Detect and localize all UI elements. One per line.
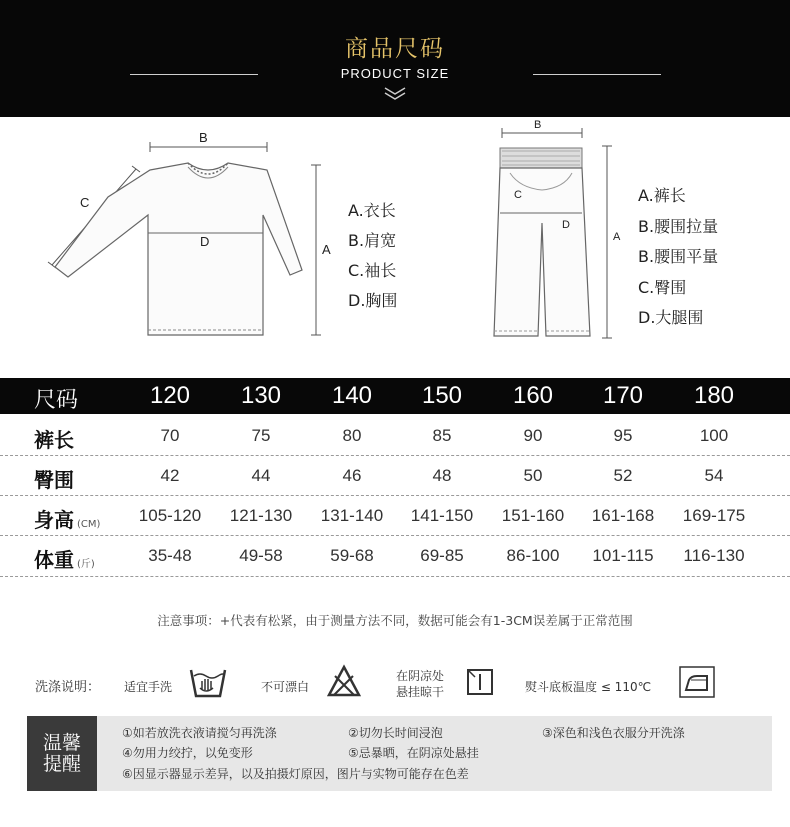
shade-dry-line: 在阴凉处 (396, 669, 445, 683)
row-label (34, 504, 100, 533)
table-cell: 35-48 (148, 546, 192, 565)
pants-label-d: D (562, 219, 570, 231)
header-banner (0, 0, 790, 117)
row-unit: (CM) (77, 519, 101, 530)
size-header-label: 尺码 (34, 388, 79, 413)
table-cell: 75 (251, 426, 271, 445)
tip-item: ⑥因显示器显示差异，以及拍摄灯原因，图片与实物可能存在色差 (122, 767, 469, 781)
tip-item: ⑤忌暴晒，在阴凉处悬挂 (348, 746, 479, 760)
row-label: 裤长 (34, 428, 74, 452)
row-label-text: 体重 (34, 548, 74, 572)
shade-dry-label (396, 668, 444, 700)
tip-item: ③深色和浅色衣服分开洗涤 (542, 726, 685, 740)
table-cell: 80 (342, 426, 362, 445)
hand-wash-label: 适宜手洗 (124, 680, 173, 694)
size-header-cell: 160 (512, 382, 554, 409)
shade-dry-line: 悬挂晾干 (396, 685, 445, 699)
tips-label-line: 温馨 (42, 732, 81, 754)
pants-legend-item: D.大腿围 (638, 308, 704, 327)
shirt-legend-item: D.胸围 (348, 291, 398, 310)
shirt-legend-item: A.衣长 (348, 201, 396, 220)
table-row (0, 416, 790, 455)
table-cell: 54 (704, 466, 724, 485)
table-cell: 50 (523, 466, 543, 485)
table-cell: 105-120 (138, 506, 202, 525)
table-cell: 70 (160, 426, 180, 445)
table-cell: 48 (432, 466, 452, 485)
table-cell: 116-130 (683, 546, 745, 565)
hang-dry-icon (466, 668, 494, 696)
shirt-legend (348, 198, 397, 318)
table-cell: 85 (432, 426, 452, 445)
size-table-header (0, 378, 790, 414)
table-cell: 42 (160, 466, 180, 485)
size-header-cell: 140 (331, 382, 373, 409)
shirt-legend-item: B.肩宽 (348, 231, 397, 250)
table-row (0, 456, 790, 495)
table-cell: 46 (342, 466, 362, 485)
tip-item: ①如若放洗衣液请搅匀再洗涤 (122, 726, 277, 740)
table-cell: 100 (699, 426, 729, 445)
tip-item: ④勿用力绞拧，以免变形 (122, 746, 253, 760)
table-cell: 101-115 (592, 546, 654, 565)
shirt-legend-item: C.袖长 (348, 261, 397, 280)
pants-legend-item: C.臀围 (638, 277, 687, 297)
table-cell: 169-175 (682, 506, 746, 525)
row-label (34, 544, 95, 573)
iron-label: 熨斗底板温度 ≤ 110℃ (525, 680, 652, 694)
row-unit: (斤) (77, 559, 95, 570)
size-header-cell: 150 (421, 382, 463, 409)
pants-legend (638, 183, 718, 336)
table-cell: 131-140 (320, 506, 384, 525)
table-cell: 90 (523, 426, 543, 445)
table-cell: 86-100 (506, 546, 560, 565)
iron-icon (679, 666, 715, 698)
no-bleach-icon (326, 664, 362, 698)
shirt-diagram (40, 125, 340, 350)
no-bleach-label: 不可漂白 (261, 680, 310, 694)
table-cell: 49-58 (239, 546, 283, 565)
pants-legend-item: B.腰围拉量 (638, 216, 719, 236)
size-header-cell: 170 (602, 382, 644, 409)
pants-label-c: C (514, 189, 522, 201)
table-cell: 121-130 (229, 506, 293, 525)
size-header-cell: 180 (693, 382, 735, 409)
pants-legend-item: B.腰围平量 (638, 247, 719, 266)
measurement-note: 注意事项：+代表有松紧，由于测量方法不同，数据可能会有1-3CM误差属于正常范围 (157, 613, 633, 628)
row-divider (0, 576, 790, 577)
table-cell: 161-168 (591, 506, 655, 525)
shirt-label-b: B (199, 130, 208, 145)
table-cell: 151-160 (501, 506, 565, 525)
table-row (0, 496, 790, 535)
table-cell: 95 (613, 426, 633, 445)
table-cell: 44 (251, 466, 271, 485)
shirt-label-a: A (322, 242, 331, 257)
table-cell: 69-85 (420, 546, 464, 565)
table-cell: 52 (613, 466, 633, 485)
row-label: 臀围 (34, 468, 74, 492)
pants-legend-item: A.裤长 (638, 186, 686, 205)
tips-label (27, 716, 97, 791)
pants-diagram (480, 118, 630, 348)
chevron-down-icon (383, 86, 407, 100)
row-label-text: 身高 (34, 508, 74, 532)
size-header-cell: 120 (149, 382, 191, 409)
table-cell: 141-150 (410, 506, 474, 525)
shirt-label-d: D (200, 234, 210, 249)
page-subtitle: PRODUCT SIZE (340, 66, 450, 81)
wash-title: 洗涤说明： (35, 680, 101, 695)
shirt-label-c: C (80, 195, 90, 210)
table-cell: 59-68 (330, 546, 374, 565)
hand-wash-icon (188, 666, 228, 700)
size-header-cell: 130 (240, 382, 282, 409)
table-row (0, 536, 790, 575)
pants-label-b: B (534, 119, 542, 131)
tips-label-line: 提醒 (42, 753, 81, 775)
pants-label-a: A (613, 231, 621, 243)
page-title: 商品尺码 (345, 36, 445, 62)
tip-item: ②切勿长时间浸泡 (348, 726, 443, 740)
